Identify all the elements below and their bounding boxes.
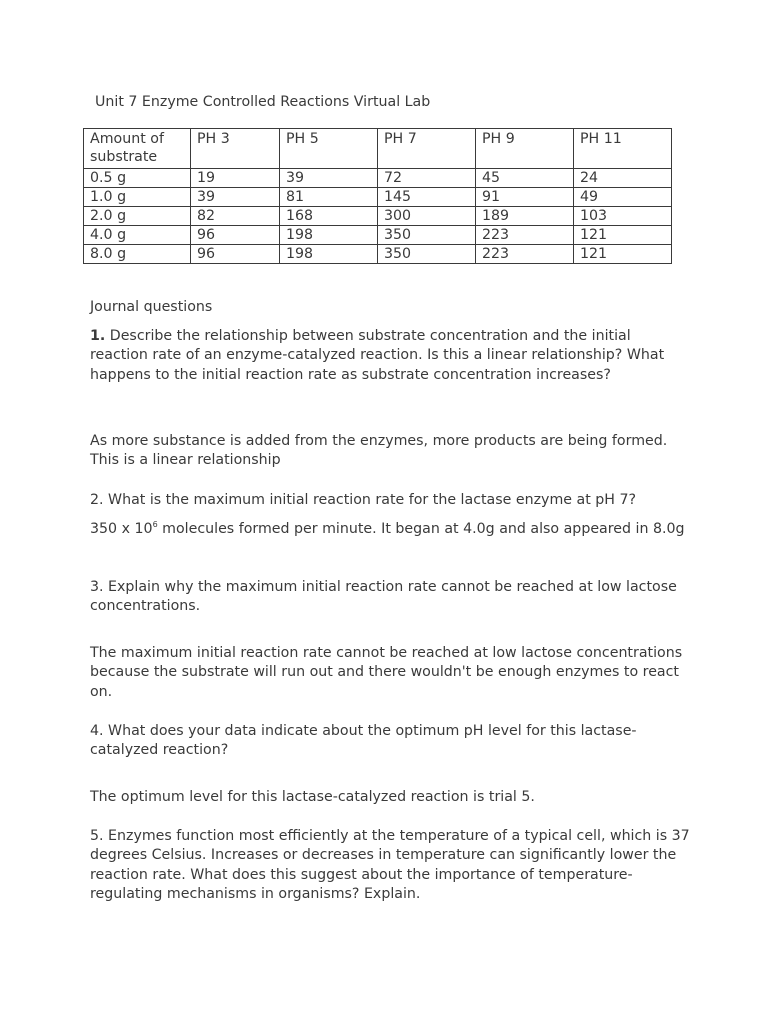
answer-4: The optimum level for this lactase-catalyzed reaction is trial 5. <box>90 789 535 805</box>
table-cell: 96 <box>191 245 280 264</box>
table-cell: 198 <box>280 226 378 245</box>
table-cell: 8.0 g <box>84 245 191 264</box>
answer-2-text: molecules formed per minute. It began at 4.0g and also appeared in 8.0g <box>157 521 685 537</box>
data-table <box>83 128 672 264</box>
table-cell: 189 <box>476 207 574 226</box>
table-cell: 223 <box>476 245 574 264</box>
question-1-text: Describe the relationship between substrate concentration and the initial reaction rate of an enzyme-catalyzed reaction. Is this a linear relationship? What happens to the initial reaction rate as substrate concentration increases? <box>90 328 665 383</box>
column-header: PH 5 <box>280 129 378 169</box>
table-cell: 49 <box>574 188 672 207</box>
table-cell: 121 <box>574 245 672 264</box>
table-cell: 145 <box>378 188 476 207</box>
table-cell: 121 <box>574 226 672 245</box>
table-row <box>84 226 672 245</box>
table-cell: 91 <box>476 188 574 207</box>
answer-1: As more substance is added from the enzymes, more products are being formed. This is a linear relationship <box>90 433 668 469</box>
table-cell: 198 <box>280 245 378 264</box>
question-4: 4. What does your data indicate about the optimum pH level for this lactase-catalyzed reaction? <box>90 723 637 759</box>
column-header: PH 7 <box>378 129 476 169</box>
question-2: 2. What is the maximum initial reaction rate for the lactase enzyme at pH 7? <box>90 492 637 508</box>
table-row <box>84 245 672 264</box>
table-cell: 24 <box>574 169 672 188</box>
table-cell: 81 <box>280 188 378 207</box>
table-cell: 223 <box>476 226 574 245</box>
table-cell: 350 <box>378 245 476 264</box>
table-cell: 45 <box>476 169 574 188</box>
table-cell: 72 <box>378 169 476 188</box>
question-1-number: 1. <box>90 328 106 344</box>
column-header: PH 3 <box>191 129 280 169</box>
journal-heading: Journal questions <box>90 299 213 315</box>
table-cell: 168 <box>280 207 378 226</box>
table-cell: 82 <box>191 207 280 226</box>
table-cell: 1.0 g <box>84 188 191 207</box>
table-row <box>84 169 672 188</box>
table-cell: 39 <box>191 188 280 207</box>
table-cell: 350 <box>378 226 476 245</box>
column-header: PH 11 <box>574 129 672 169</box>
table-row <box>84 188 672 207</box>
column-header: Amount of substrate <box>84 129 191 169</box>
question-1 <box>90 327 690 385</box>
table-cell: 4.0 g <box>84 226 191 245</box>
answer-2 <box>90 520 690 539</box>
answer-3: The maximum initial reaction rate cannot be reached at low lactose concentrations because the substrate will run out and there wouldn't be enough enzymes to react on. <box>90 645 683 700</box>
table-cell: 19 <box>191 169 280 188</box>
question-5: 5. Enzymes function most efficiently at the temperature of a typical cell, which is 37 degrees Celsius. Increases or decreases in temperature can significantly lower the reaction rate. What does this suggest about the importance of temperature-regulating mechanisms in organisms? Explain. <box>90 828 690 902</box>
table-row <box>84 207 672 226</box>
document-title: Unit 7 Enzyme Controlled Reactions Virtual Lab <box>95 94 431 110</box>
table-header-row <box>84 129 672 169</box>
answer-2-value: 350 x 10 <box>90 521 153 537</box>
table-cell: 96 <box>191 226 280 245</box>
answer-2-exponent: 6 <box>152 520 158 529</box>
table-cell: 39 <box>280 169 378 188</box>
question-3: 3. Explain why the maximum initial reaction rate cannot be reached at low lactose concentrations. <box>90 579 677 615</box>
column-header: PH 9 <box>476 129 574 169</box>
table-cell: 0.5 g <box>84 169 191 188</box>
table-cell: 300 <box>378 207 476 226</box>
table-cell: 2.0 g <box>84 207 191 226</box>
table-cell: 103 <box>574 207 672 226</box>
